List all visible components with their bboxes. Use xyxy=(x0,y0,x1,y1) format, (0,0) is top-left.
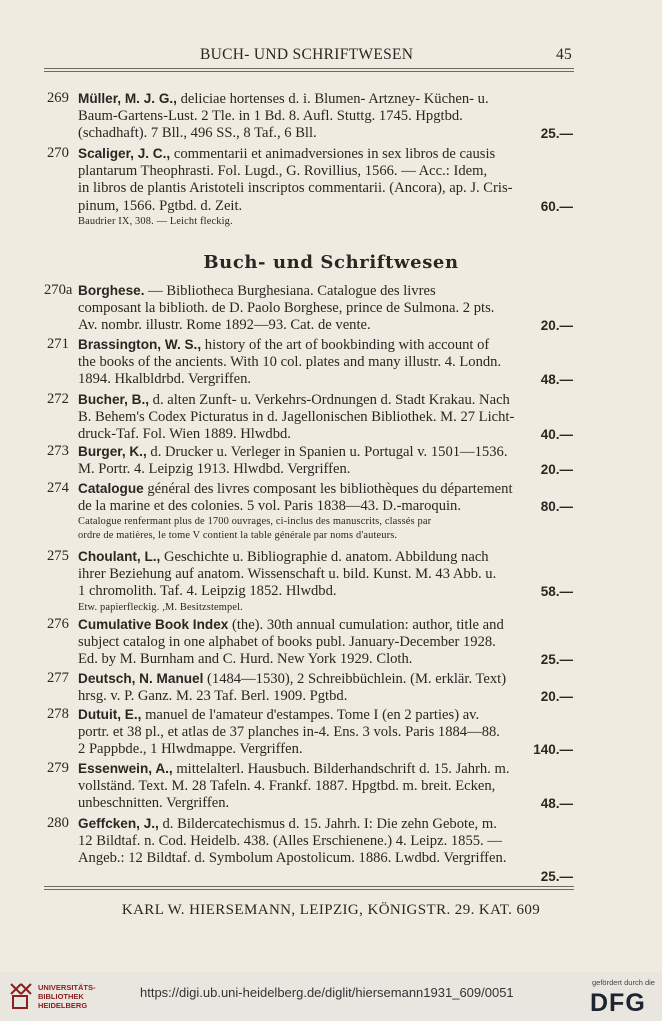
viewer-bottom-bar xyxy=(0,972,662,1021)
entry-author: Catalogue xyxy=(78,481,144,496)
entry-price: 48.— xyxy=(540,796,573,811)
entry-note: Etw. papierfleckig. ,M. Besitzstempel. xyxy=(78,601,243,613)
library-line-2: BIBLIOTHEK xyxy=(38,992,84,1001)
footer-rule xyxy=(44,886,574,887)
entry-line: the books of the ancients. With 10 col. plates and many illustr. 4. Londn. xyxy=(78,353,502,370)
entry-line: 1 chromolith. Taf. 4. Leipzig 1852. Hlwdbd. xyxy=(78,583,337,599)
entry-text xyxy=(78,760,574,813)
entry-price: 80.— xyxy=(540,498,573,514)
entry-line: vollständ. Text. M. 28 Tafeln. 4. Frankf. 1887. Hpgtbd. m. breit. Ecken, xyxy=(78,777,496,794)
entry-line: unbeschnitten. Vergriffen. xyxy=(78,795,230,811)
entry-author: Scaliger, J. C., xyxy=(78,146,171,161)
entry-line: Burger, K., d. Drucker u. Verleger in Spanien u. Portugal v. 1501—1536. xyxy=(78,444,508,460)
entry-price: 20.— xyxy=(540,318,573,333)
header-rule-2 xyxy=(44,71,574,72)
entry-number: 278 xyxy=(47,706,69,722)
entry-number: 270a xyxy=(44,282,73,298)
entry-number: 276 xyxy=(47,616,69,632)
entry-line: Bucher, B., d. alten Zunft- u. Verkehrs-Ordnungen d. Stadt Krakau. Nach xyxy=(78,392,510,408)
entry-line: Deutsch, N. Manuel (1484—1530), 2 Schreibbüchlein. (M. erklär. Text) xyxy=(78,671,507,687)
footer-rule-2 xyxy=(44,889,574,890)
entry-line: B. Behem's Codex Picturatus in d. Jagellonischen Bibliothek. M. 27 Licht- xyxy=(78,408,515,425)
entry-line: Dutuit, E., manuel de l'amateur d'estampes. Tome I (en 2 parties) av. xyxy=(78,707,480,723)
entry-author: Dutuit, E., xyxy=(78,707,142,722)
heidelberg-logo-icon xyxy=(8,980,34,1010)
entry-line: Cumulative Book Index (the). 30th annual cumulation: author, title and xyxy=(78,617,504,633)
entry-line: Ed. by M. Burnham and C. Hurd. New York 1929. Cloth. xyxy=(78,651,413,667)
funding-note: gefördert durch die xyxy=(592,978,655,987)
entry-line: Av. nombr. illustr. Rome 1892—93. Cat. de vente. xyxy=(78,317,371,333)
entry-author: Müller, M. J. G., xyxy=(78,91,177,106)
entry-author: Bucher, B., xyxy=(78,392,150,407)
entry-price: 25.— xyxy=(540,652,573,667)
library-line-3: HEIDELBERG xyxy=(38,1001,88,1010)
entry-line: Müller, M. J. G., deliciae hortenses d. i. Blumen- Artzney- Küchen- u. xyxy=(78,91,489,107)
entry-text xyxy=(78,815,574,885)
entry-author: Borghese. xyxy=(78,283,145,298)
entry-number: 270 xyxy=(47,145,69,161)
entry-line: de la marine et des colonies. 5 vol. Paris 1838—43. D.-maroquin. xyxy=(78,497,462,514)
entry-text xyxy=(78,480,574,543)
entry-number: 271 xyxy=(47,336,69,352)
entry-author: Geffcken, J., xyxy=(78,816,159,831)
entry-text xyxy=(78,548,574,615)
entry-author: Essenwein, A., xyxy=(78,761,173,776)
entry-line: portr. et 38 pl., et atlas de 37 planches in-4. Ens. 3 vols. Paris 1884—88. xyxy=(78,723,500,740)
entry-line xyxy=(78,868,574,886)
entry-number: 275 xyxy=(47,548,69,564)
entry-text xyxy=(78,670,574,705)
entry-note: Catalogue renfermant plus de 1700 ouvrages, ci-inclus des manuscrits, classés par xyxy=(78,516,432,527)
entry-line: Brassington, W. S., history of the art of bookbinding with account of xyxy=(78,337,490,353)
entry-line: plantarum Theophrasti. Fol. Lugd., G. Rovillius, 1566. — Acc.: Idem, xyxy=(78,162,488,179)
entry-number: 280 xyxy=(47,815,69,831)
entry-line: Baum-Gartens-Lust. 2 Tle. in 1 Bd. 8. Aufl. Stuttg. 1745. Hpgtbd. xyxy=(78,107,463,124)
entry-price: 25.— xyxy=(540,868,573,884)
entry-line: Angeb.: 12 Bildtaf. d. Symbolum Apostolicum. 1886. Lwdbd. Vergriffen. xyxy=(78,850,507,866)
entry-number: 272 xyxy=(47,391,69,407)
section-title: Buch- und Schriftwesen xyxy=(203,252,459,273)
entry-price: 25.— xyxy=(540,126,573,141)
entry-price: 60.— xyxy=(540,198,573,214)
entry-author: Deutsch, N. Manuel xyxy=(78,671,204,686)
entry-line: in libros de plantis Aristoteli inscriptos commentarii. (Ancora), ap. J. Cris- xyxy=(78,180,513,196)
entry-line: Choulant, L., Geschichte u. Bibliographie d. anatom. Abbildung nach xyxy=(78,549,489,565)
entry-line: Essenwein, A., mittelalterl. Hausbuch. Bilderhandschrift d. 15. Jahrh. m. xyxy=(78,761,510,777)
entry-line: hrsg. v. P. Ganz. M. 23 Taf. Berl. 1909. Pgtbd. xyxy=(78,687,348,704)
entry-number: 273 xyxy=(47,443,69,459)
entry-number: 277 xyxy=(47,670,69,686)
publisher-footer: KARL W. HIERSEMANN, LEIPZIG, KÖNIGSTR. 29. KAT. 609 xyxy=(121,902,541,918)
entry-number: 279 xyxy=(47,760,69,776)
entry-price: 58.— xyxy=(540,584,573,599)
entry-text xyxy=(78,336,574,389)
entry-author: Brassington, W. S., xyxy=(78,337,202,352)
header-rule xyxy=(44,68,574,69)
page-number: 45 xyxy=(556,46,573,63)
entry-price: 20.— xyxy=(540,688,573,704)
entry-line: subject catalog in one alphabet of books publ. January-December 1928. xyxy=(78,633,496,650)
entry-price: 48.— xyxy=(540,372,573,387)
entry-price: 40.— xyxy=(540,427,573,442)
entry-price: 20.— xyxy=(540,461,573,477)
entry-text xyxy=(78,391,574,444)
entry-line: ihrer Beziehung auf anatom. Wissenschaft u. bild. Kunst. M. 43 Abb. u. xyxy=(78,565,497,582)
entry-line: (schadhaft). 7 Bll., 496 SS., 8 Taf., 6 Bll. xyxy=(78,125,317,141)
entry-line: 2 Pappbde., 1 Hlwdmappe. Vergriffen. xyxy=(78,741,303,757)
entry-line: M. Portr. 4. Leipzig 1913. Hlwdbd. Vergriffen. xyxy=(78,460,351,477)
entry-line: pinum, 1566. Pgtbd. d. Zeit. xyxy=(78,197,243,214)
entry-text xyxy=(78,616,574,669)
library-line-1: UNIVERSITÄTS- xyxy=(38,983,96,992)
entry-text xyxy=(78,145,574,229)
entry-number: 274 xyxy=(47,480,69,496)
entry-text xyxy=(78,90,574,143)
entry-line: Geffcken, J., d. Bildercatechismus d. 15. Jahrh. I: Die zehn Gebote, m. xyxy=(78,816,497,832)
entry-text xyxy=(78,282,574,335)
entry-text xyxy=(78,706,574,759)
entry-number: 269 xyxy=(47,90,69,106)
header-title: BUCH- UND SCHRIFTWESEN xyxy=(200,46,414,63)
entry-note: ordre de matières, le tome V contient la table générale par noms d'auteurs. xyxy=(78,530,398,541)
entry-author: Cumulative Book Index xyxy=(78,617,229,632)
entry-line: Borghese. — Bibliotheca Burghesiana. Catalogue des livres xyxy=(78,283,436,299)
dfg-logo[interactable]: DFG xyxy=(590,989,646,1017)
permalink[interactable]: https://digi.ub.uni-heidelberg.de/diglit/hiersemann1931_609/0051 xyxy=(140,985,514,1000)
entry-line: composant la biblioth. de D. Paolo Borghese, prince de Sulmona. 2 pts. xyxy=(78,299,495,316)
entry-line: Scaliger, J. C., commentarii et animadversiones in sex libros de causis xyxy=(78,146,496,162)
entry-line: 1894. Hkalbldrbd. Vergriffen. xyxy=(78,371,252,387)
entry-text xyxy=(78,443,574,478)
entry-line: druck-Taf. Fol. Wien 1889. Hlwdbd. xyxy=(78,426,291,442)
entry-line: 12 Bildtaf. n. Cod. Heidelb. 438. (Alles Erschienene.) 4. Leipz. 1855. — xyxy=(78,832,502,849)
entry-price: 140.— xyxy=(533,742,573,757)
entry-line: Catalogue général des livres composant les bibliothèques du département xyxy=(78,481,513,497)
entry-author: Choulant, L., xyxy=(78,549,161,564)
entry-note: Baudrier IX, 308. — Leicht fleckig. xyxy=(78,216,233,227)
entry-author: Burger, K., xyxy=(78,444,147,459)
